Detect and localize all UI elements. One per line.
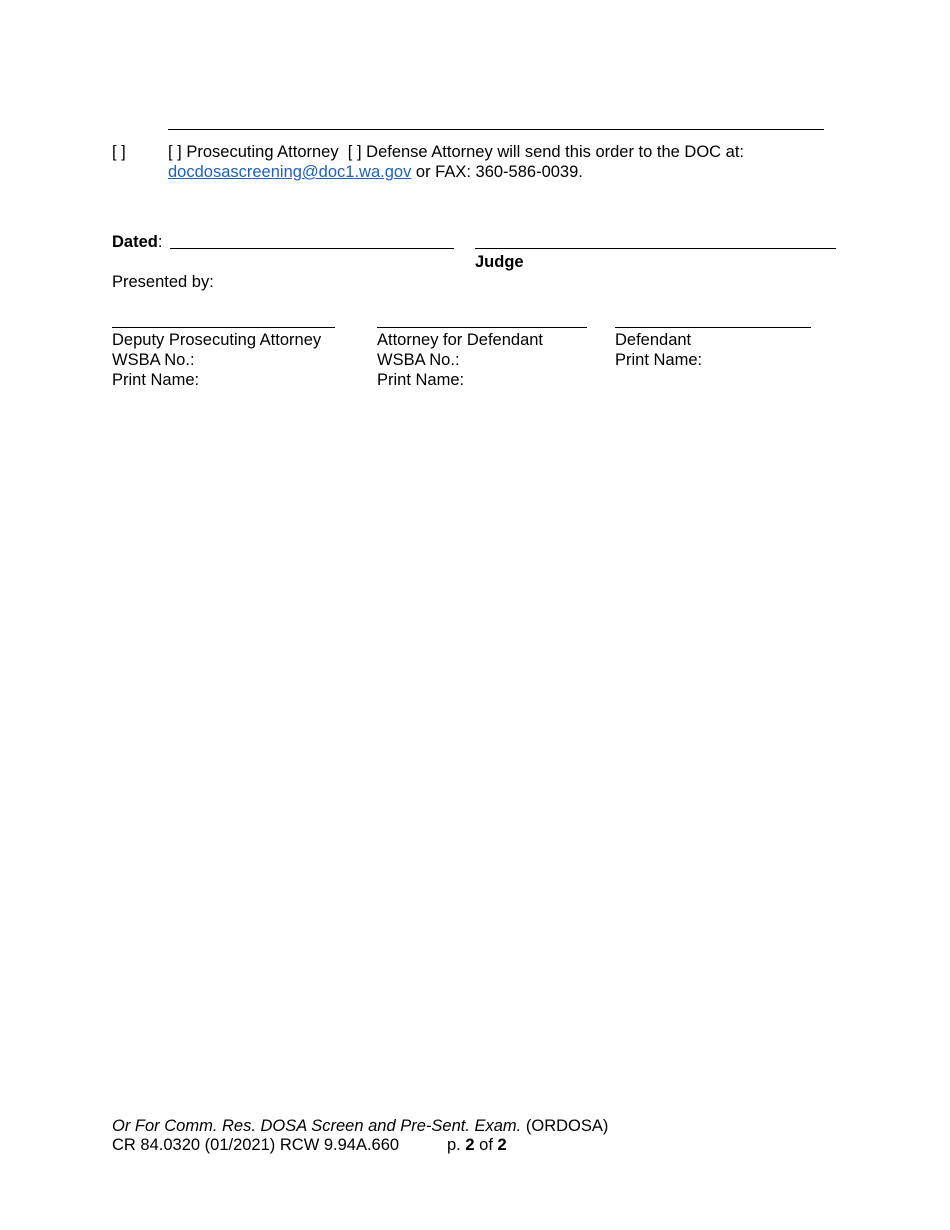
- fax-text: or FAX: 360-586-0039.: [415, 163, 583, 181]
- prosecuting-label: Prosecuting Attorney: [186, 143, 339, 161]
- dated-line[interactable]: [170, 248, 454, 249]
- defense-block: [377, 330, 543, 390]
- presented-by-label: Presented by:: [112, 273, 214, 291]
- doc-email-link[interactable]: docdosascreening@doc1.wa.gov: [168, 163, 412, 181]
- footer-form-title: Or For Comm. Res. DOSA Screen and Pre-Sent. Exam.: [112, 1117, 522, 1135]
- prosecutor-signature-line[interactable]: [112, 327, 335, 328]
- defendant-signature-line[interactable]: [615, 327, 811, 328]
- footer-page-number: [447, 1135, 507, 1155]
- dated-label: Dated: [112, 233, 158, 251]
- judge-signature-line[interactable]: [475, 248, 836, 249]
- prosecutor-wsba: WSBA No.:: [112, 351, 195, 369]
- dated-field: [112, 232, 162, 252]
- top-rule: [168, 129, 824, 130]
- footer-form-code: (ORDOSA): [525, 1117, 609, 1135]
- page-total: 2: [497, 1136, 507, 1154]
- defense-label: Defense Attorney will send this order to the DOC at:: [366, 143, 745, 161]
- footer-form-number: CR 84.0320 (01/2021) RCW 9.94A.660: [112, 1136, 400, 1154]
- defendant-print-name: Print Name:: [615, 351, 703, 369]
- prosecutor-block: [112, 330, 321, 390]
- page-current: 2: [465, 1136, 475, 1154]
- prosecuting-checkbox[interactable]: [ ]: [168, 143, 182, 161]
- defendant-title: Defendant: [615, 331, 692, 349]
- footer-form-title-line: [112, 1116, 608, 1136]
- dated-colon: :: [157, 233, 163, 251]
- page-of: of: [479, 1136, 493, 1154]
- defense-print-name: Print Name:: [377, 371, 465, 389]
- defense-wsba: WSBA No.:: [377, 351, 460, 369]
- doc-contact-line: [168, 162, 583, 182]
- defendant-block: [615, 330, 702, 370]
- prosecutor-print-name: Print Name:: [112, 371, 200, 389]
- judge-label: Judge: [475, 253, 524, 271]
- defense-checkbox[interactable]: [ ]: [347, 143, 362, 161]
- doc-send-instruction: [168, 142, 744, 162]
- prosecutor-title: Deputy Prosecuting Attorney: [112, 331, 322, 349]
- item-checkbox[interactable]: [ ]: [112, 143, 126, 161]
- page-prefix: p.: [447, 1136, 461, 1154]
- defense-signature-line[interactable]: [377, 327, 587, 328]
- defense-title: Attorney for Defendant: [377, 331, 544, 349]
